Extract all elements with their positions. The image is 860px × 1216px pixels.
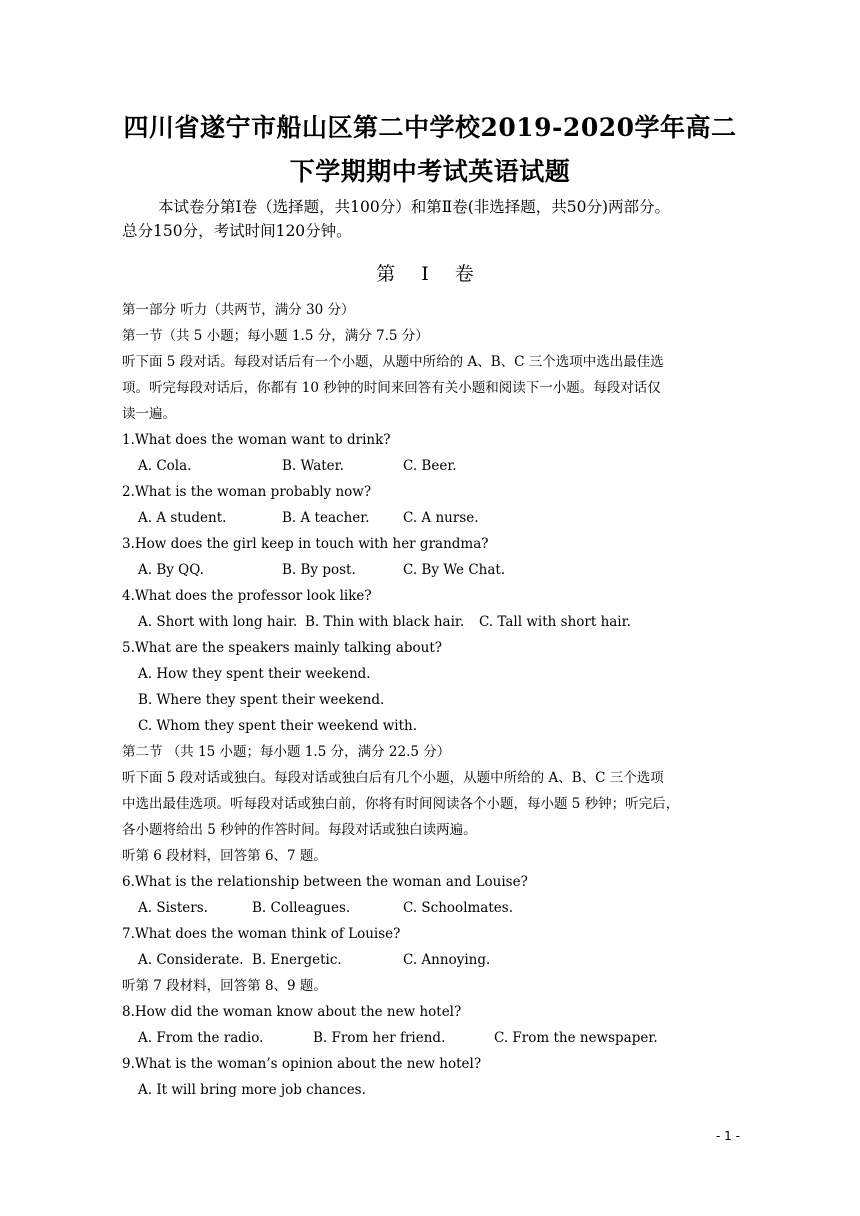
option-a: A. By QQ. (138, 562, 204, 578)
option-a: A. How they spent their weekend. (138, 666, 371, 682)
question-options (122, 895, 742, 921)
question-stem: 2.What is the woman probably now? (122, 484, 372, 500)
option-c: C. By We Chat. (403, 562, 506, 578)
question-options (122, 1025, 742, 1051)
volume-title: 第 Ⅰ 卷 (376, 263, 484, 285)
material-7-heading: 听第 7 段材料，回答第 8、9 题。 (122, 978, 327, 994)
option-b: B. By post. (282, 562, 356, 578)
material-6-heading: 听第 6 段材料，回答第 6、7 题。 (122, 848, 327, 864)
option-a: A. A student. (138, 510, 227, 526)
intro-line-1: 本试卷分第Ⅰ卷（选择题，共100分）和第Ⅱ卷(非选择题，共50分)两部分。 (158, 198, 671, 216)
option-b: B. Thin with black hair. (305, 614, 465, 630)
question-stem: 9.What is the woman’s opinion about the new hotel? (122, 1056, 482, 1072)
option-a: A. Considerate. (138, 952, 244, 968)
section2-instruction-line: 听下面 5 段对话或独白。每段对话或独白后有几个小题，从题中所给的 A、B、C 三个选项 (122, 770, 664, 786)
question-stem: 4.What does the professor look like? (122, 588, 372, 604)
section1-instruction-line: 读一遍。 (122, 406, 176, 422)
question-stem: 8.How did the woman know about the new hotel? (122, 1004, 462, 1020)
question-options (122, 505, 742, 531)
option-c: C. Beer. (403, 458, 457, 474)
option-b: B. A teacher. (282, 510, 370, 526)
option-c: C. From the newspaper. (494, 1030, 658, 1046)
option-c: C. Whom they spent their weekend with. (138, 718, 418, 734)
question-stem: 6.What is the relationship between the woman and Louise? (122, 874, 528, 890)
option-c: C. Tall with short hair. (479, 614, 631, 630)
page-number: - 1 - (716, 1129, 740, 1143)
section2-heading: 第二节 （共 15 小题；每小题 1.5 分，满分 22.5 分） (122, 744, 451, 760)
option-a: A. Cola. (138, 458, 192, 474)
option-b: B. Energetic. (252, 952, 342, 968)
section2-instruction-line: 中选出最佳选项。听每段对话或独白前，你将有时间阅读各个小题，每小题 5 秒钟；听完后， (122, 796, 680, 812)
option-c: C. Annoying. (403, 952, 491, 968)
question-stem: 5.What are the speakers mainly talking about? (122, 640, 443, 656)
intro-line-2: 总分150分，考试时间120分钟。 (122, 222, 352, 240)
part1-heading: 第一部分 听力（共两节，满分 30 分） (122, 302, 355, 318)
question-stem: 7.What does the woman think of Louise? (122, 926, 401, 942)
question-stem: 1.What does the woman want to drink? (122, 432, 391, 448)
exam-title-line-2: 下学期期中考试英语试题 (289, 157, 571, 186)
section1-instruction-line: 项。听完每段对话后，你都有 10 秒钟的时间来回答有关小题和阅读下一小题。每段对话仅 (122, 380, 661, 396)
section1-instruction-line: 听下面 5 段对话。每段对话后有一个小题，从题中所给的 A、B、C 三个选项中选出最佳选 (122, 354, 664, 370)
question-options (122, 609, 742, 635)
option-a: A. From the radio. (138, 1030, 264, 1046)
option-b: B. From her friend. (313, 1030, 446, 1046)
option-a: A. It will bring more job chances. (138, 1082, 366, 1098)
option-a: A. Short with long hair. (138, 614, 298, 630)
option-c: C. A nurse. (403, 510, 479, 526)
question-options (122, 453, 742, 479)
option-c: C. Schoolmates. (403, 900, 513, 916)
exam-content (122, 297, 742, 1103)
section1-heading: 第一节（共 5 小题；每小题 1.5 分，满分 7.5 分） (122, 328, 429, 344)
option-a: A. Sisters. (138, 900, 208, 916)
section2-instruction-line: 各小题将给出 5 秒钟的作答时间。每段对话或独白读两遍。 (122, 822, 477, 838)
question-options (122, 947, 742, 973)
exam-title-line-1: 四川省遂宁市船山区第二中学校2019-2020学年高二 (123, 113, 737, 142)
question-stem: 3.How does the girl keep in touch with her grandma? (122, 536, 489, 552)
option-b: B. Where they spent their weekend. (138, 692, 385, 708)
option-b: B. Colleagues. (252, 900, 351, 916)
question-options (122, 557, 742, 583)
option-b: B. Water. (282, 458, 344, 474)
